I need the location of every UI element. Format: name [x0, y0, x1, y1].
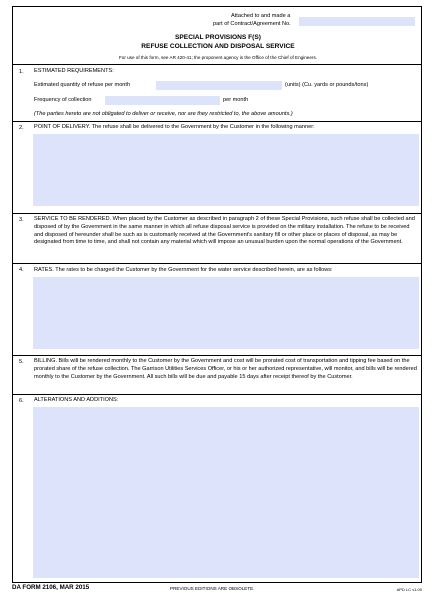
- rates-field[interactable]: [33, 277, 419, 349]
- section-2-text: POINT OF DELIVERY. The refuse shall be delivered to the Government by the Customer in the following manner:: [34, 124, 315, 130]
- frequency-label: Frequency of collection: [34, 97, 92, 103]
- section-6-number: 6.: [19, 398, 24, 404]
- frequency-field[interactable]: [105, 96, 220, 105]
- quantity-label: Estimated quantity of refuse per month: [34, 82, 131, 88]
- section-2-number: 2.: [19, 125, 24, 131]
- section-1-heading: ESTIMATED REQUIREMENTS:: [34, 68, 114, 74]
- form-authority: For use of this form, see AR 420-41; the proponent agency is the Office of the Chief of Engineers.: [118, 55, 318, 60]
- section-4-divider: [13, 355, 421, 356]
- section-1-number: 1.: [19, 69, 24, 75]
- version-label: APD LC v1.00: [396, 587, 422, 592]
- section-5-text: BILLING. Bills will be rendered monthly to the Customer by the Government and cost will be prorated cost of transportation and tipping fee based on the prorated share of the refuse collection. The Garrison Utilities Services Officer, or his or her authorized representative, will monitor, and bills will be rendered monthly to the Customer by the Government. All such bills will be due and payable 15 days after receipt thereof by the Customer.: [34, 358, 417, 380]
- section-5-number: 5.: [19, 359, 24, 365]
- form-id: DA FORM 2106, MAR 2015: [12, 584, 90, 591]
- quantity-units: (units) (Cu. yards or pounds/tons): [285, 82, 369, 88]
- section-1-divider: [13, 121, 421, 122]
- form-title: SPECIAL PROVISIONS F(S): [175, 34, 261, 41]
- section-3-number: 3.: [19, 217, 24, 223]
- section-3-text: SERVICE TO BE RENDERED. When placed by the Customer as described in paragraph 2 of these Special Provisions, such refuse shall be collected and disposed of by the Government in the same manner in which all refuse disposal service is provided on the military installation. The refuse to be received and disposed of hereunder shall be such as is customarily received at the Government's sanitary fill or other place or places of disposal, as may be designated from time to time, and shall not contain any material which will impose an unusual burden upon the normal operations of the Government.: [34, 216, 415, 246]
- attached-line-1: Attached to and made a: [231, 13, 291, 19]
- section-4-text: RATES. The rates to be charged the Customer by the Government for the water service described herein, are as follows:: [34, 267, 333, 273]
- attached-to-label: [213, 12, 291, 28]
- attached-line-2: part of Contract/Agreement No.: [213, 21, 291, 27]
- section-6-heading: ALTERATIONS AND ADDITIONS:: [34, 397, 119, 403]
- section-5-divider: [13, 394, 421, 395]
- alterations-field[interactable]: [33, 407, 419, 578]
- frequency-suffix: per month: [223, 97, 249, 103]
- quantity-field[interactable]: [156, 81, 282, 90]
- contract-number-field[interactable]: [299, 17, 415, 26]
- section-2-divider: [13, 213, 421, 214]
- section-3-divider: [13, 263, 421, 264]
- point-of-delivery-field[interactable]: [33, 134, 419, 206]
- section-1-note: (The parties hereto are not obligated to deliver or receive, nor are they restricted to, the above amounts.): [34, 111, 293, 117]
- section-4-number: 4.: [19, 267, 24, 273]
- editions-note: PREVIOUS EDITIONS ARE OBSOLETE.: [170, 586, 255, 591]
- header-divider: [13, 64, 421, 65]
- form-subtitle: REFUSE COLLECTION AND DISPOSAL SERVICE: [141, 43, 295, 50]
- form-page: [12, 6, 422, 583]
